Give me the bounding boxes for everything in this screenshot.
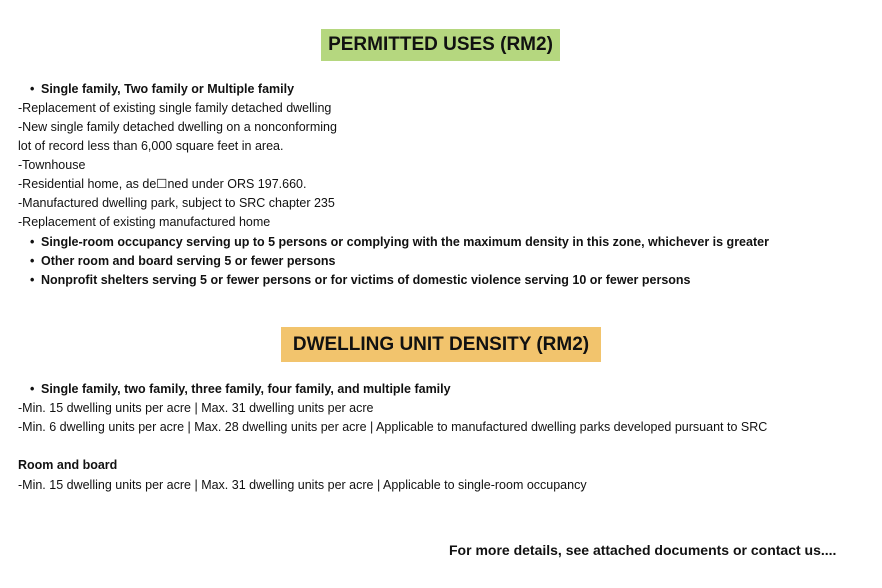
density-line-standard: -Min. 15 dwelling units per acre | Max. 31 dwelling units per acre [18,401,374,415]
density-line-manufactured: -Min. 6 dwelling units per acre | Max. 28 dwelling units per acre | Applicable to manufactured dwelling parks developed pursuant to SRC [18,420,768,434]
density-bullet-family-types: • Single family, two family, three family, four family, and multiple family [30,380,451,399]
contact-footer: For more details, see attached documents or contact us.... [449,542,837,558]
permitted-line-townhouse: -Townhouse [18,158,86,172]
density-line-single-room: -Min. 15 dwelling units per acre | Max. 31 dwelling units per acre | Applicable to single-room occupancy [18,478,587,492]
permitted-line-lot-of-record: lot of record less than 6,000 square feet in area. [18,139,284,153]
permitted-line-replacement-dwelling: -Replacement of existing single family detached dwelling [18,101,332,115]
density-room-board-heading: Room and board [18,458,118,472]
permitted-line-new-dwelling: -New single family detached dwelling on a nonconforming [18,120,337,134]
permitted-bullet-nonprofit-shelters: • Nonprofit shelters serving 5 or fewer persons or for victims of domestic violence serving 10 or fewer persons [30,271,691,290]
density-heading: DWELLING UNIT DENSITY (RM2) [281,327,601,362]
permitted-uses-heading: PERMITTED USES (RM2) [321,29,560,61]
permitted-bullet-single-room: • Single-room occupancy serving up to 5 persons or complying with the maximum density in this zone, whichever is greater [30,233,769,252]
permitted-bullet-family-types: • Single family, Two family or Multiple family [30,80,294,99]
permitted-line-manufactured-park: -Manufactured dwelling park, subject to SRC chapter 235 [18,196,335,210]
permitted-line-residential-home: -Residential home, as de☐ned under ORS 197.660. [18,177,307,191]
permitted-line-replacement-manufactured: -Replacement of existing manufactured home [18,215,271,229]
permitted-bullet-room-board: • Other room and board serving 5 or fewer persons [30,252,336,271]
